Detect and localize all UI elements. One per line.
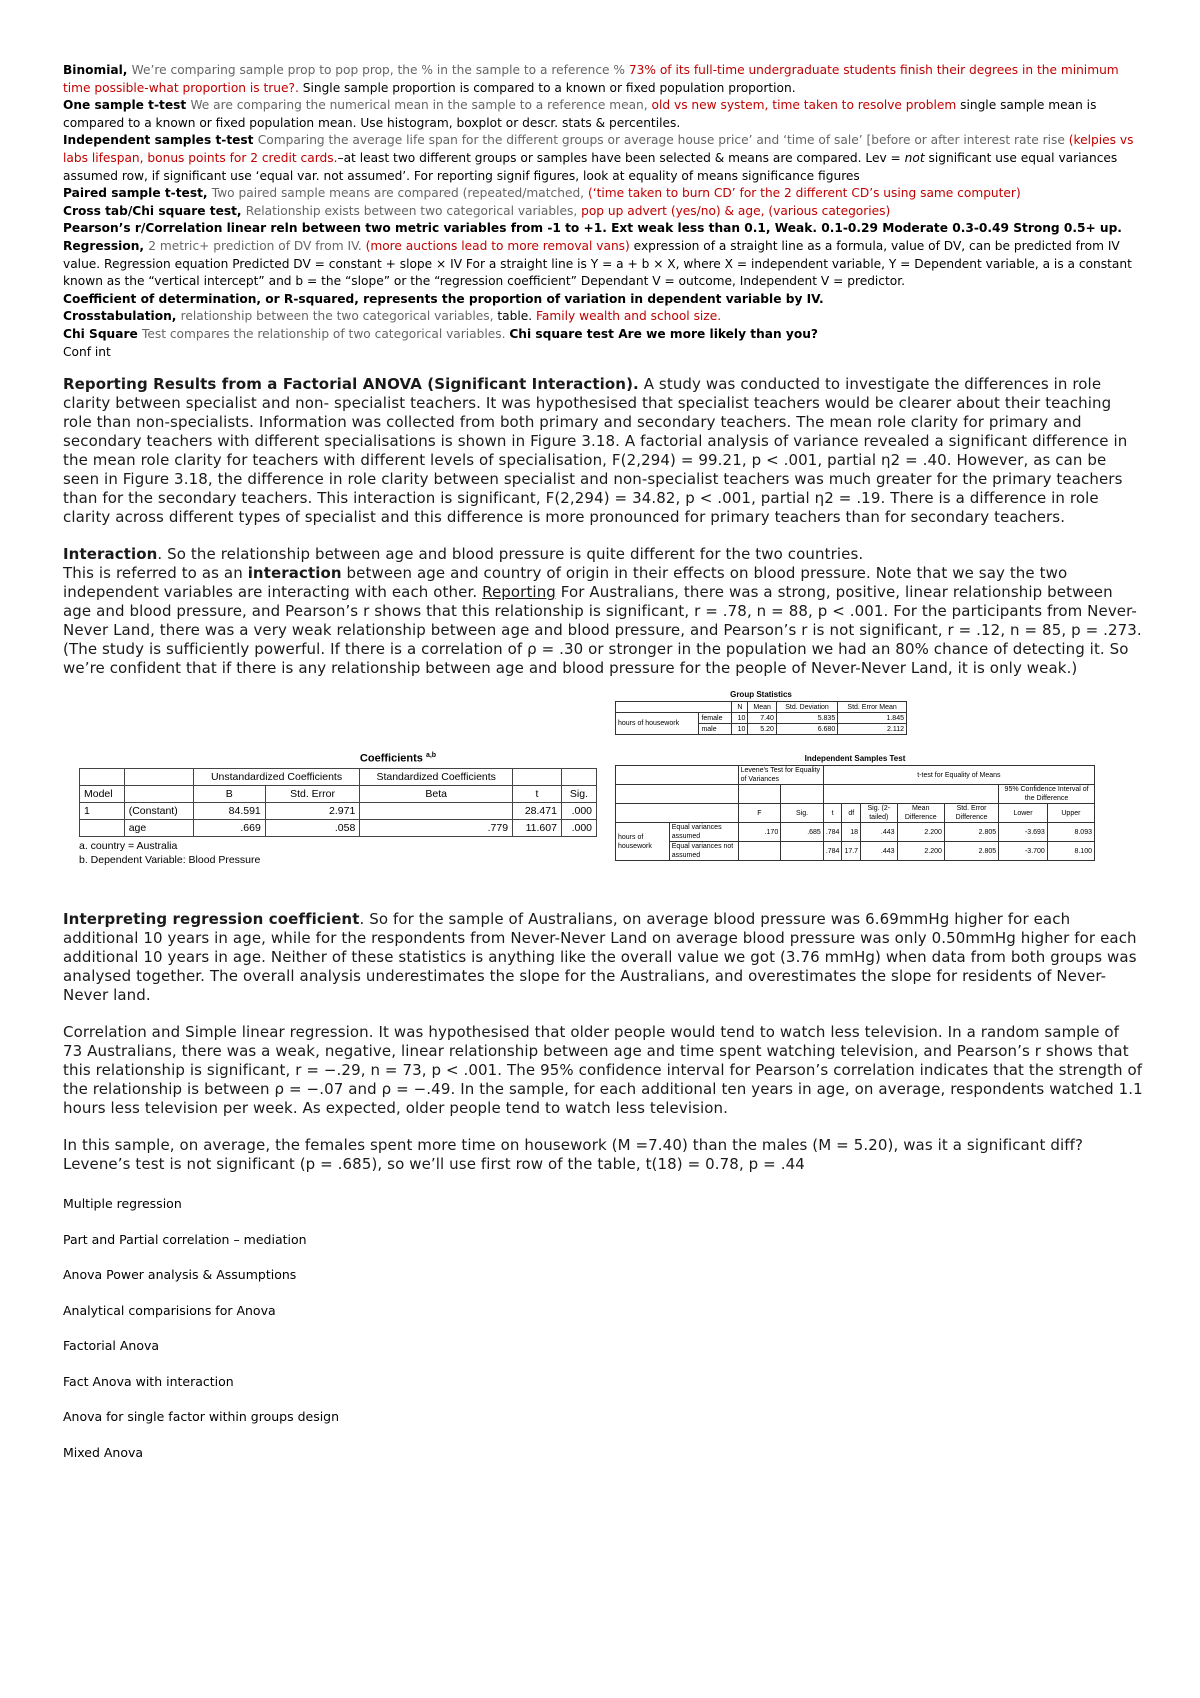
note-segment: table.	[497, 309, 537, 324]
note-segment: Chi Square	[63, 326, 142, 341]
topic-item: Anova Power analysis & Assumptions	[63, 1267, 297, 1283]
topic-item: Anova for single factor within groups design	[63, 1409, 340, 1425]
note-segment: 73% of its full-time undergraduate students finish their degrees in the minimum time possible-what proportion is true?.	[63, 63, 1119, 95]
interaction-line1: . So the relationship between age and blood pressure is quite different for the two countries.	[157, 545, 864, 564]
interaction-heading: Interaction	[63, 545, 158, 564]
b-header: B	[193, 785, 265, 802]
note-segment: expression of a straight line as a formula, value of DV, can be predicted from IV value. Regression equation Predicted DV = constant + slope × IV For a straight line is Y = a + b × X, where X = independent variable, Y = Dependent variable, a is a constant known as the “vertical intercept” and b = the “slope” or the “regression coefficient” Dependant V = outcome, Independent V = predictor.	[63, 238, 1132, 289]
table-row: age .669 .058 .779 11.607 .000	[80, 819, 597, 836]
note-segment: We are comparing the numerical mean in the sample to a reference mean,	[190, 98, 652, 113]
note-segment: Conf int	[63, 344, 111, 359]
note-segment: We’re comparing sample prop to pop prop, the % in the sample to a reference %	[131, 63, 629, 77]
unstd-header: Unstandardized Coefficients	[193, 768, 360, 785]
note-segment: Test compares the relationship of two categorical variables.	[141, 326, 510, 341]
note-segment: (kelpies vs labs lifespan, bonus points for 2 credit cards.	[63, 133, 1134, 165]
ind-test-title: Independent Samples Test	[804, 754, 906, 764]
interaction-text-a: This is referred to as an	[63, 564, 248, 583]
note-segment: Family wealth and school size.	[536, 309, 722, 324]
table-row: hours of housework Equal variances assumed .170 .685 .784 18 .443 2.200 2.805 -3.693 8.093	[616, 823, 1095, 842]
note-line	[63, 132, 1143, 185]
note-segment: significant use equal variances assumed row, if significant use ‘equal var. not assumed’. For reporting signif figures, look at equality of means significance figures	[63, 150, 1118, 183]
table-row: 1 (Constant) 84.591 2.971 28.471 .000	[80, 802, 597, 819]
output-tables	[63, 690, 1143, 910]
interpreting-section	[63, 910, 1143, 1005]
factorial-text: A study was conducted to investigate the differences in role clarity between specialist and non- specialist teachers. It was hypothesised that specialist teachers would be clearer about their teaching role than non-specialists. Information was collected from both primary and secondary teachers. The mean role clarity for primary and secondary teachers with different specialisations is shown in Figure 3.18. A factorial analysis of variance revealed a significant difference in the mean role clarity for teachers with different levels of specialisation, F(2,294) = 99.21, p < .001, partial η2 = .40. However, as can be seen in Figure 3.18, the difference in role clarity between specialist and non-specialist teachers was much greater for the primary teachers than for the secondary teachers. This interaction is significant, F(2,294) = 34.82, p < .001, partial η2 = .19. There is a difference in role clarity across different types of specialist and this difference is more pronounced for primary teachers than for secondary teachers.	[63, 375, 1128, 527]
note-segment: (more auctions lead to more removal vans)	[365, 238, 634, 253]
note-line	[63, 326, 1143, 344]
topic-item: Analytical comparisions for Anova	[63, 1302, 276, 1318]
note-segment: Coefficient of determination, or R-squared, represents the proportion of variation in dependent variable by IV.	[63, 291, 824, 306]
topic-item: Mixed Anova	[63, 1444, 144, 1460]
t-header: t	[513, 785, 562, 802]
interpret-text: . So for the sample of Australians, on average blood pressure was 6.69mmHg higher for each additional 10 years in age, while for the respondents from Never-Never Land on average blood pressure was only 0.50mmHg higher for each additional 10 years in age. Neither of these statistics is anything like the overall value we got (3.76 mmHg) when data from both groups was analysed together. The overall analysis underestimates the slope for the Australians, and overestimates the slope for residents of Never-Never land.	[63, 910, 1137, 1005]
table-row: Equal variances not assumed .784 17.7 .443 2.200 2.805 -3.700 8.100	[616, 842, 1095, 861]
std-header: Standardized Coefficients	[360, 768, 513, 785]
note-segment: –at least two different groups or samples have been selected & means are compared. Lev =	[337, 150, 905, 165]
note-segment: Regression,	[63, 238, 149, 253]
note-line	[63, 238, 1143, 291]
note-segment: Chi square test Are we more likely than you?	[509, 326, 818, 341]
note-segment: Binomial,	[63, 63, 132, 77]
housework-text: In this sample, on average, the females spent more time on housework (M =7.40) than the males (M = 5.20), was it a significant diff? Levene’s test is not significant (p = .685), so we’ll use first row of the table, t(18) = 0.78, p = .44	[63, 1136, 1084, 1174]
interpret-heading: Interpreting regression coefficient	[63, 910, 360, 929]
topic-item: Part and Partial correlation – mediation	[63, 1231, 307, 1247]
note-segment: Comparing the average life span for the different groups or average house price’ and ‘time of sale’ [before or after interest rate rise	[257, 133, 1069, 148]
correlation-text: Correlation and Simple linear regression. It was hypothesised that older people would tend to watch less television. In a random sample of 73 Australians, there was a weak, negative, linear relationship between age and time spent watching television, and Pearson’s r shows that this relationship is significant, r = −.29, n = 73, p < .001. The 95% confidence interval for Pearson’s correlation indicates that the strength of the relationship is between ρ = −.07 and ρ = −.49. In the sample, for each additional ten years in age, on average, respondents watched 1.1 hours less television per week. As expected, older people tend to watch less television.	[63, 1023, 1143, 1118]
topic-list	[63, 1196, 1143, 1460]
note-segment: Two paired sample means are compared (repeated/matched,	[211, 186, 588, 201]
sig-header: Sig.	[561, 785, 596, 802]
note-segment: Relationship exists between two categorical variables,	[245, 203, 582, 218]
note-segment: 2 metric+ prediction of DV from IV.	[148, 238, 366, 253]
note-segment: relationship between the two categorical variables,	[180, 309, 498, 324]
table-row: male 10 5.20 6.680 2.112	[616, 724, 907, 735]
coefficients-footnotes: a. country = Australia b. Dependent Variable: Blood Pressure	[79, 839, 261, 866]
coefficients-table	[79, 752, 597, 867]
note-segment: One sample t-test	[63, 98, 191, 113]
note-line	[63, 185, 1143, 203]
topic-item: Multiple regression	[63, 1196, 182, 1212]
housework-section	[63, 1136, 1143, 1174]
table-row: hours of housework female 10 7.40 5.835 1.845	[616, 713, 907, 724]
note-segment: not	[904, 150, 925, 165]
beta-header: Beta	[360, 785, 513, 802]
correlation-section	[63, 1023, 1143, 1118]
topic-item: Fact Anova with interaction	[63, 1373, 234, 1389]
note-segment: Paired sample t-test,	[63, 186, 212, 201]
coefficients-title: Coefficients $^{a,b}$	[359, 752, 437, 765]
note-line	[63, 308, 1143, 326]
note-line	[63, 291, 1143, 309]
group-statistics-table: Group Statistics N Mean Std. Deviation Std. Error Mean hours of housework female 10 7.40 5.835 1.845 male 10 5.20 6.680 2.112	[615, 690, 907, 735]
se-header: Std. Error	[265, 785, 360, 802]
note-segment: Cross tab/Chi square test,	[63, 203, 246, 218]
note-segment: Pearson’s r/Correlation linear reln between two metric variables from -1 to +1. Ext weak less than 0.1, Weak. 0.1-0.29 Moderate 0.3-0.49 Strong 0.5+ up.	[63, 221, 1122, 236]
note-segment: pop up advert (yes/no) & age, (various categories)	[581, 203, 891, 218]
note-line	[63, 220, 1143, 238]
note-line	[63, 203, 1143, 221]
note-line	[63, 97, 1143, 132]
interaction-section	[63, 545, 1143, 678]
document-page	[63, 62, 1143, 1480]
model-header: Model	[80, 785, 125, 802]
interaction-term: interaction	[247, 564, 342, 583]
note-segment: single sample mean is compared to a known or fixed population mean. Use histogram, boxplot or descr. stats & percentiles.	[63, 98, 1097, 130]
factorial-heading: Reporting Results from a Factorial ANOVA (Significant Interaction).	[63, 375, 639, 394]
note-segment: Single sample proportion is compared to a known or fixed population proportion.	[302, 80, 796, 95]
factorial-anova-section	[63, 375, 1143, 527]
note-segment: Crosstabulation,	[63, 309, 181, 324]
note-segment: Independent samples t-test	[63, 133, 258, 148]
note-segment: (‘time taken to burn CD’ for the 2 different CD’s using same computer)	[587, 186, 1021, 201]
group-stats-title: Group Statistics	[730, 690, 792, 700]
interaction-text-c: between age and country of origin in their effects on blood pressure. Note that we say the two independent variables are interacting with each other.	[63, 564, 1068, 602]
note-line	[63, 344, 1143, 362]
note-line	[63, 62, 1143, 97]
reporting-word: Reporting	[482, 583, 556, 602]
interaction-text-d: For Australians, there was a strong, positive, linear relationship between age and blood pressure, and Pearson’s r shows that this relationship is significant, r = .78, n = 88, p < .001. For the participants from Never-Never Land, there was a very weak relationship between age and blood pressure, and Pearson’s r is not significant, r = .12, n = 85, p = .273. (The study is sufficiently powerful. If there is a correlation of ρ = .30 or stronger in the population we had an 80% chance of detecting it. So we’re confident that if there is any relationship between age and blood pressure for the people of Never-Never Land, it is only weak.)	[63, 583, 1142, 678]
topic-item: Factorial Anova	[63, 1338, 160, 1354]
test-summary-notes	[63, 62, 1143, 361]
note-segment: old vs new system, time taken to resolve problem	[651, 98, 961, 113]
independent-samples-table: Independent Samples Test Levene's Test for Equality of Variances t-test for Equality of Means 95% Confidence Interval of the Difference F Sig. t df Sig. (2-tailed) Mean Difference Std. Error Difference Lower Upper hours of housework Equal variances assumed .170 .685 .784 18 .443 2.200 2.805 -3.693 8.093 Equal variances not assumed .784 17.7 .443 2.200 2.805 -3.700 8.100	[615, 754, 1095, 861]
